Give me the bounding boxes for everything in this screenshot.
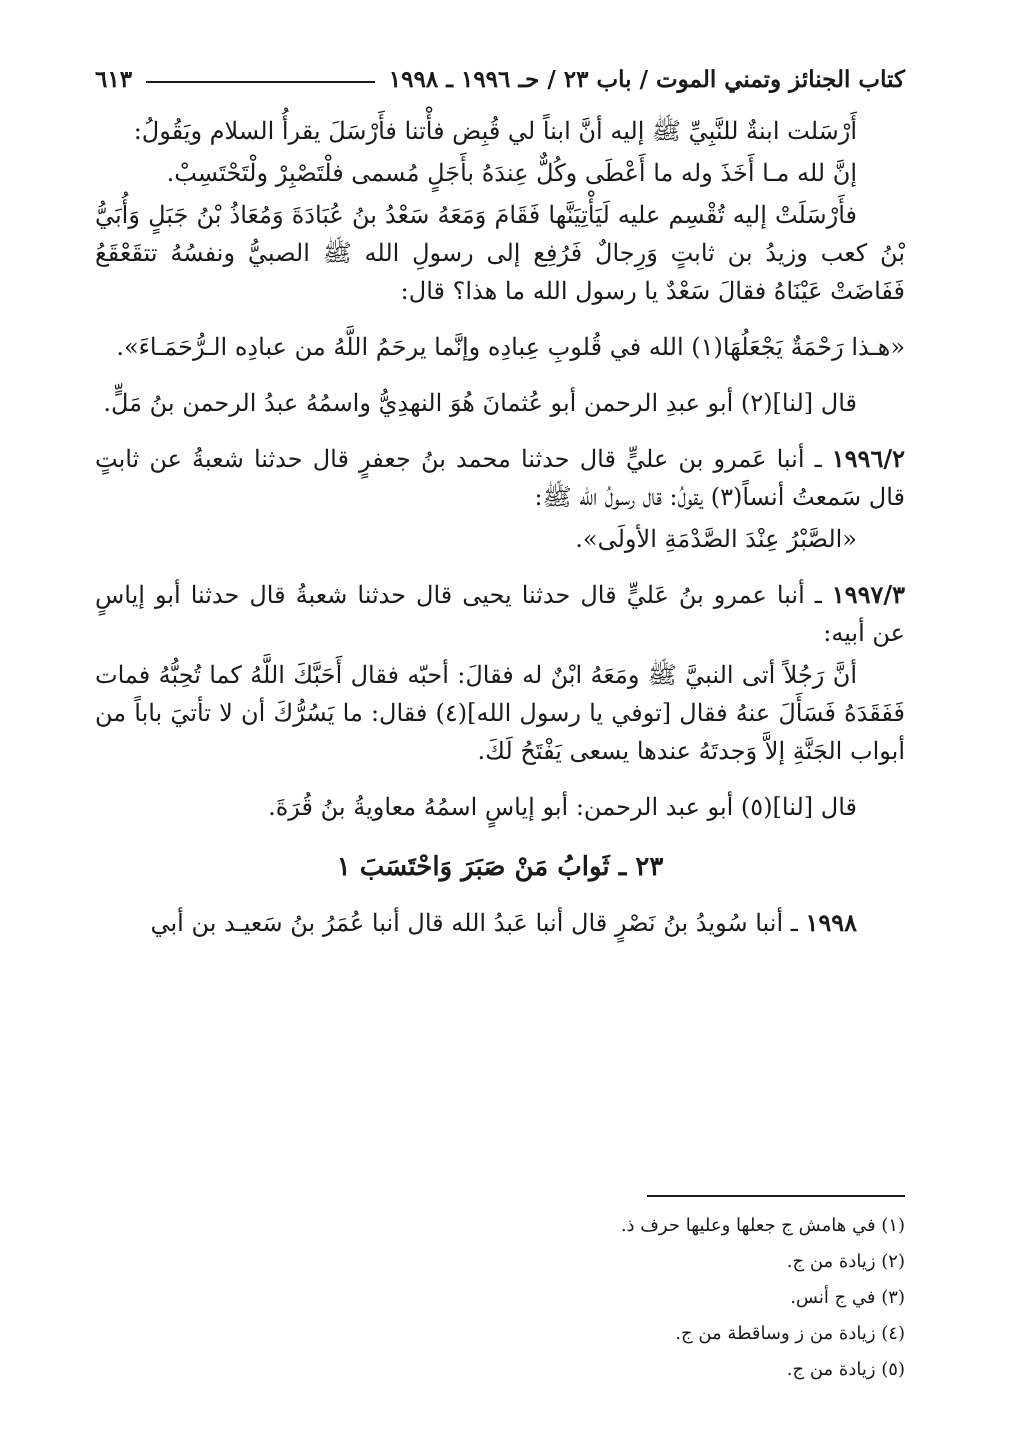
footnote-rule <box>647 1195 905 1197</box>
chapter-heading: ٢٣ ـ ثَوابُ مَنْ صَبَرَ وَاحْتَسَبَ ١ <box>336 852 664 882</box>
paragraph-hadith-1997-story: أنَّ رَجُلاً أتى النبيَّ ﷺ ومَعَهُ ابْنٌ له فقالَ: أحبّه فقال أَحَبَّكَ اللَّهُ كما تُحِبُّهُ فمات فَفَقَدَهُ فَسَأَلَ عنهُ فقال [توفي يا رسول الله](٤) فقال: ما يَسُرُّكَ أن لا تأتيَ باباً من أبواب الجَنَّةِ إلاَّ وَجدتَهُ عندها يسعى يَفْتَحُ لَكَ. <box>95 661 905 765</box>
footnote-3: (٣) في ج أنس. <box>790 1287 905 1308</box>
hadith-number-1997: ١٩٩٧/٣ <box>831 580 905 609</box>
hadith-1996-text: ـ أنبا عَمرو بن عليٍّ قال حدثنا محمد بنُ جعفرٍ قال حدثنا شعبةُ عن ثابتٍ قال سَمعتُ أنساً(٣) يقولُ: قال رسولُ الله ﷺ: <box>95 445 905 511</box>
running-header <box>95 60 905 100</box>
header-rule <box>146 81 375 83</box>
paragraph-hadith-saying: «هـذا رَحْمَةٌ يَجْعَلُهَا(١) الله في قُلوبِ عِبادِه وإنَّما يرحَمُ اللَّهُ من عبادِه الـرُّحَمَـاءَ». <box>116 333 905 361</box>
paragraph-hadith-1996-quote: «الصَّبْرُ عِنْدَ الصَّدْمَةِ الأولَى». <box>575 525 857 553</box>
hadith-number-1998: ١٩٩٨ <box>805 908 857 937</box>
footnotes <box>205 1208 905 1388</box>
page-number: ٦١٣ <box>95 66 133 93</box>
paragraph-hadith-1997 <box>95 576 905 652</box>
paragraph-hadith-1996 <box>95 440 905 516</box>
paragraph-narrator-note: قال [لنا](٢) أبو عبدِ الرحمن أبو عُثمانَ هُوَ النهدِيُّ واسمُهُ عبدُ الرحمن بنُ مَلٍّ. <box>103 389 857 417</box>
running-header-title: كتاب الجنائز وتمني الموت / باب ٢٣ / حـ ١٩٩٦ ـ ١٩٩٨ <box>388 66 905 93</box>
footnote-4: (٤) زيادة من ز وساقطة من ج. <box>675 1323 905 1344</box>
hadith-number-1996: ١٩٩٦/٢ <box>831 444 905 473</box>
footnote-5: (٥) زيادة من ج. <box>786 1359 905 1380</box>
document-page <box>95 60 905 946</box>
hadith-1997-text: ـ أنبا عمرو بنُ عَليٍّ قال حدثنا يحيى قال حدثنا شعبةُ قال حدثنا أبو إياسٍ عن أبيه: <box>95 581 905 647</box>
paragraph-hadith-1998 <box>95 904 905 942</box>
paragraph-hadith-narrative: فأَرْسَلَتْ إليه تُقْسِم عليه لَيَأْتِيَنَّها فَقَامَ وَمَعَهُ سَعْدُ بنُ عُبَادَةَ وَمُعَاذُ بْنُ جَبَلٍ وَأُبَيُّ بْنُ كعب وزيدُ بن ثابتٍ وَرِجالٌ فَرُفِع إلى رسولِ الله ﷺ الصبيُّ ونفسُهُ تتقَعْقَعُ فَفَاضَتْ عَيْنَاهُ فقالَ سَعْدٌ يا رسول الله ما هذا؟ قال: <box>95 201 905 305</box>
footnote-2: (٢) زيادة من ج. <box>786 1251 905 1272</box>
paragraph-hadith-quote: إنَّ لله مـا أَخَذَ وله ما أَعْطَى وكُلٌّ عِندَهُ بأَجَلٍ مُسمى فلْتَصْبِرْ ولْتَحْتَسِبْ. <box>166 159 857 187</box>
footnote-1: (١) في هامش ج جعلها وعليها حرف ذ. <box>620 1215 905 1236</box>
main-text <box>95 112 905 942</box>
paragraph-hadith-intro: أَرْسَلت ابنةٌ للنَّبِيِّ ﷺ إليه أنَّ ابناً لي قُبِض فأْتنا فأَرْسَلَ يقرأُ السلام ويَقُولُ: <box>133 117 857 145</box>
hadith-1998-text: ـ أنبا سُويدُ بنُ نَصْرٍ قال أنبا عَبدُ الله قال أنبا عُمَرُ بنُ سَعيـد بن أبي <box>150 909 798 937</box>
paragraph-narrator-note-2: قال [لنا](٥) أبو عبد الرحمن: أبو إياسٍ اسمُهُ معاويةُ بنُ قُرَةَ. <box>268 793 857 821</box>
